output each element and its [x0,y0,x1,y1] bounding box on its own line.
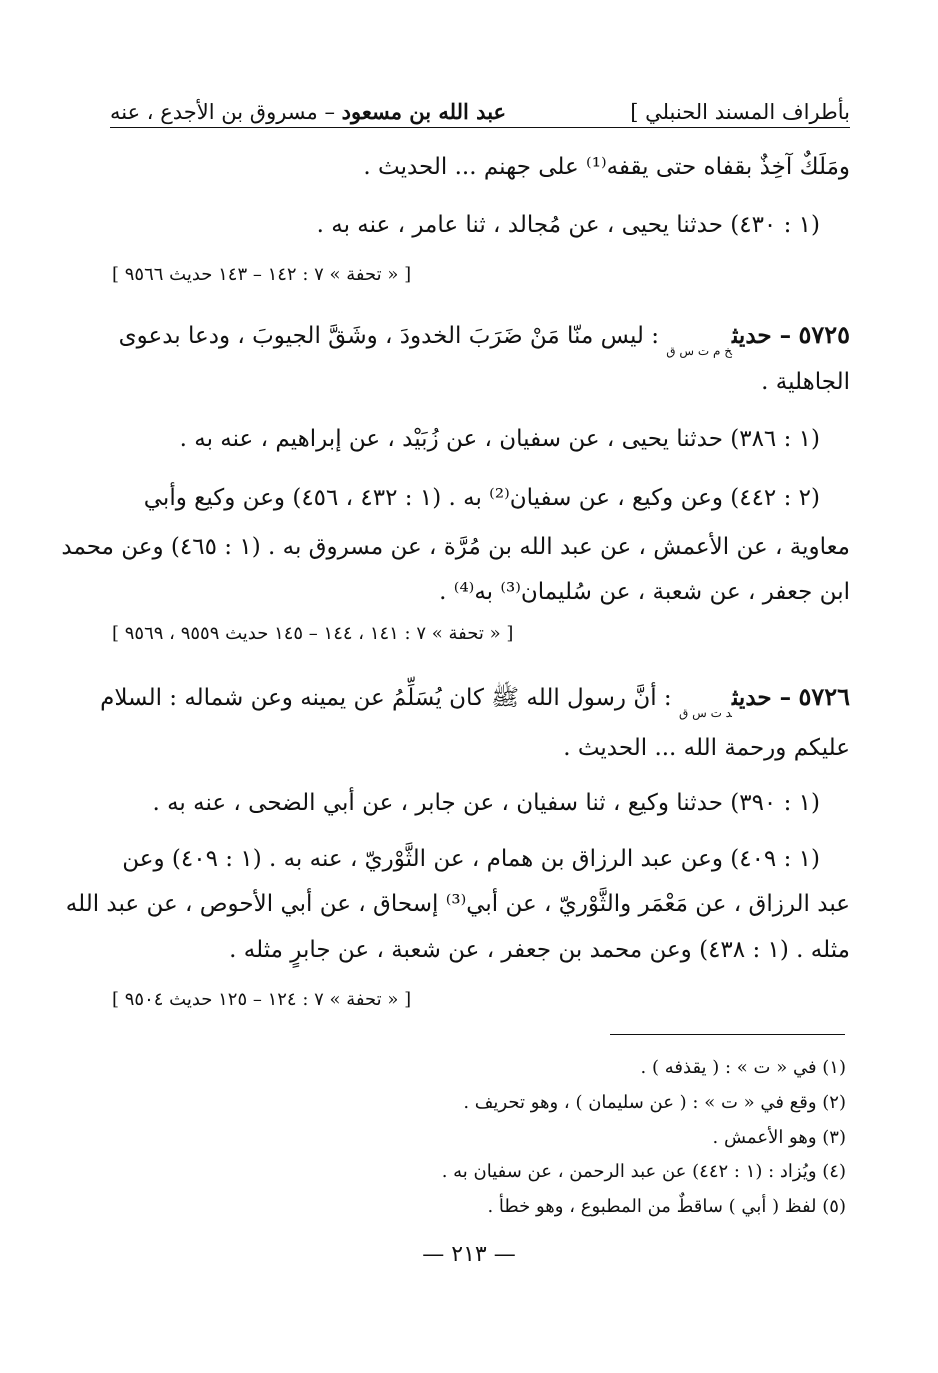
entry-5725-isnad-2a: (٢ : ٤٤٢) وعن وكيع ، عن سفيان⁽²⁾ به . (١ : ٤٣٢ ، ٤٥٦) وعن وكيع وأبي [143,485,820,511]
entry-5726-isnad-2a: (١ : ٤٠٩) وعن عبد الرزاق بن همام ، عن الثَّوْريّ ، عنه به . (١ : ٤٠٩) وعن [122,846,820,872]
footnote-2: (٢) وقع في « ت » : ( عن سليمان ) ، وهو تحريف . [463,1092,846,1113]
entry-5725-line-1 [118,320,850,358]
entry-5725-tuhfa-reference: [ « تحفة » ٧ : ١٤١ ، ١٤٤ – ١٤٥ حديث ٩٥٥٩ ، ٩٥٦٩ ] [112,623,514,644]
entry-5726-number: ٥٧٢٦ [798,682,850,711]
entry-5725-number: ٥٧٢٥ [798,320,850,349]
footnote-3: (٣) وهو الأعمش . [712,1127,846,1148]
entry-5726-isnad-1: (١ : ٣٩٠) حدثنا وكيع ، ثنا سفيان ، عن جابر ، عن أبي الضحى ، عنه به . [152,790,820,816]
prev-isnad: (١ : ٤٣٠) حدثنا يحيى ، عن مُجالد ، ثنا عامر ، عنه به . [316,212,820,238]
entry-5725-isnad-2b: معاوية ، عن الأعمش ، عن عبد الله بن مُرَّة ، عن مسروق به . (١ : ٤٦٥) وعن محمد [61,534,850,560]
entry-5725-isnad-1: (١ : ٣٨٦) حدثنا يحيى ، عن سفيان ، عن زُبَيْد ، عن إبراهيم ، عنه به . [179,426,820,452]
entry-5726-line-1 [100,682,850,720]
entry-5726-sigla: د ت س ق [678,706,732,720]
entry-5725-line-2: الجاهلية . [761,369,850,395]
header-book-title: بأطراف المسند الحنبلي ] [630,100,850,124]
header-section-rest: – مسروق بن الأجدع ، عنه [110,100,335,124]
footnote-1: (١) في « ت » : ( يقذفه ) . [640,1057,846,1078]
footnote-5: (٥) لفظ ( أبي ) ساقطٌ من المطبوع ، وهو خطأ . [487,1196,846,1217]
entry-5726-tuhfa-reference: [ « تحفة » ٧ : ١٢٤ – ١٢٥ حديث ٩٥٠٤ ] [112,989,412,1010]
entry-5726-headword: – حديث [731,684,792,711]
running-header [110,88,850,128]
entry-5725-sigla: خ م ت س ق [666,344,732,358]
footnote-4: (٤) ويُزاد : (١ : ٤٤٢) عن عبد الرحمن ، عن سفيان به . [441,1161,846,1182]
entry-5725-isnad-2c: ابن جعفر ، عن شعبة ، عن سُليمان⁽³⁾ به⁽⁴⁾ . [439,579,850,605]
page-number: — ٢١٣ — [422,1242,516,1267]
entry-5726-line-2: عليكم ورحمة الله ... الحديث . [563,735,850,761]
header-section-title [110,99,506,124]
entry-5726-matn: : أنَّ رسول الله ﷺ كان يُسَلِّمُ عن يمينه وعن شماله : السلام [100,685,672,711]
footnote-separator [610,1034,845,1035]
prev-tuhfa-reference: [ « تحفة » ٧ : ١٤٢ – ١٤٣ حديث ٩٥٦٦ ] [112,264,412,285]
prev-text: ومَلَكٌ آخِذٌ بقفاه حتى يقفه⁽¹⁾ على جهنم ... الحديث . [363,154,850,180]
header-section-bold: عبد الله بن مسعود [341,99,507,124]
entry-5725-headword: – حديث [731,322,792,349]
entry-5726-isnad-2b: عبد الرزاق ، عن مَعْمَر والثَّوْريّ ، عن أبي⁽³⁾ إسحاق ، عن أبي الأحوص ، عن عبد الله [65,891,850,917]
entry-5726-isnad-2c: مثله . (١ : ٤٣٨) وعن محمد بن جعفر ، عن شعبة ، عن جابرٍ مثله . [229,937,850,963]
entry-5725-matn: : ليس منّا مَنْ ضَرَبَ الخدودَ ، وشَقَّ الجيوبَ ، ودعا بدعوى [118,323,659,349]
